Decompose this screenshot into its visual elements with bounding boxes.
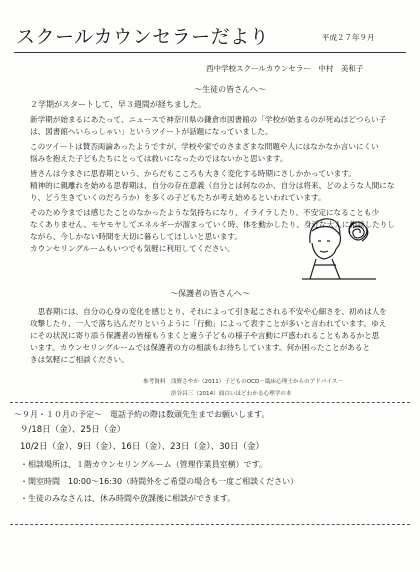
divider-top [10, 402, 410, 403]
stressed-student-illustration [300, 213, 378, 281]
issue-date: 平成２７年９月 [322, 33, 375, 42]
students-paragraph-2: 新学期が始まるにあたって、ニュースで神奈川県の鎌倉市図書館の「学校が始まるのが死ぬほどつらい子 は、図書館へいらっしゃい」というツイートが話題になっていました。 [30, 115, 387, 136]
schedule-students-note: ・生徒のみなさんは、休み時間や放課後に相談ができます。 [20, 494, 236, 503]
schedule-hours: ・開室時間 10:00〜16:30（時間外をご希望の場合も一度ご相談ください） [20, 477, 299, 486]
title-underline [14, 52, 406, 53]
reference-2: 渋谷昌三（2014）面白いほどわかる心理学の本 [143, 391, 292, 397]
students-paragraph-1: ２学期がスタートして、早３週間が経ちました。 [30, 100, 206, 109]
divider-bottom [10, 524, 410, 525]
students-paragraph-5: そのため今までは感じたことのなかったような気持ちになり、イライラしたり、不安定になることも少 なくありません。モヤモヤしてエネルギーが溜まっていく時、体を動かしたり、身近な大人に相談したりし ながら、今しかない時間を大切に暮らしてほしいと思います。 カウンセリングルームもいつでも気軽に利用してください。 [30, 208, 395, 253]
students-paragraph-4: 皆さんは今まさに思春期という、からだもこころも大きく変化する時期にさしかかっています。 精神的に親離れを始める思春期は、自分の存在意義（自分とは何なのか、自分は将来、どのような人間にな り、どう生きていくのだろうか）を多くの子どもたちが考え始めるといわれています。 [30, 169, 395, 202]
schedule-september: ９/18日（金）、25日（金） [20, 425, 126, 435]
reference-1: 参考資料 浅野さやか（2011）子どものOCD－臨床心理士からのアドバイス－ [143, 379, 344, 385]
schedule-location: ・相談場所は、１階カウンセリングルーム（管理作業員室横）です。 [20, 460, 267, 469]
author-line: 西中学校スクールカウンセラー 中村 美和子 [206, 64, 364, 73]
schedule-october: 10/2日（金）、9日（金）、16日（金）、23日（金）、30日（金） [20, 442, 264, 452]
guardians-paragraph: 思春期には、自分の心身の変化を感じとり、それによって引き起こされる不安や心細さを、初めは人を 攻撃したり、一人で落ち込んだりというように「行動」によって表すことが多いと言われています。ゆえ にその状況に寄り添う保護者の皆様もうまくと違う子どもの様子や言動に戸惑われることもあるかと思 います。カウンセリングルームでは保護者の方の相談もお待ちしています。何か困ったことがあると きは気軽にご相談ください。 [30, 307, 387, 364]
guardians-heading: 〜保護者の皆さんへ〜 [170, 289, 250, 298]
schedule-heading: 〜９月・１０月の予定〜 電話予約の際は数頭先生までお願いします。 [14, 410, 270, 419]
students-heading: 〜生徒の皆さんへ〜 [194, 85, 266, 94]
students-paragraph-3: このツイートは賛否両論あったようですが、学校や家でのさまざまな問題や人にはなかなか言いにくい 悩みを抱えた子どもたちにとっては救いになったのではないかと思います。 [30, 142, 379, 163]
newsletter-title: スクールカウンセラーだより [16, 26, 270, 48]
